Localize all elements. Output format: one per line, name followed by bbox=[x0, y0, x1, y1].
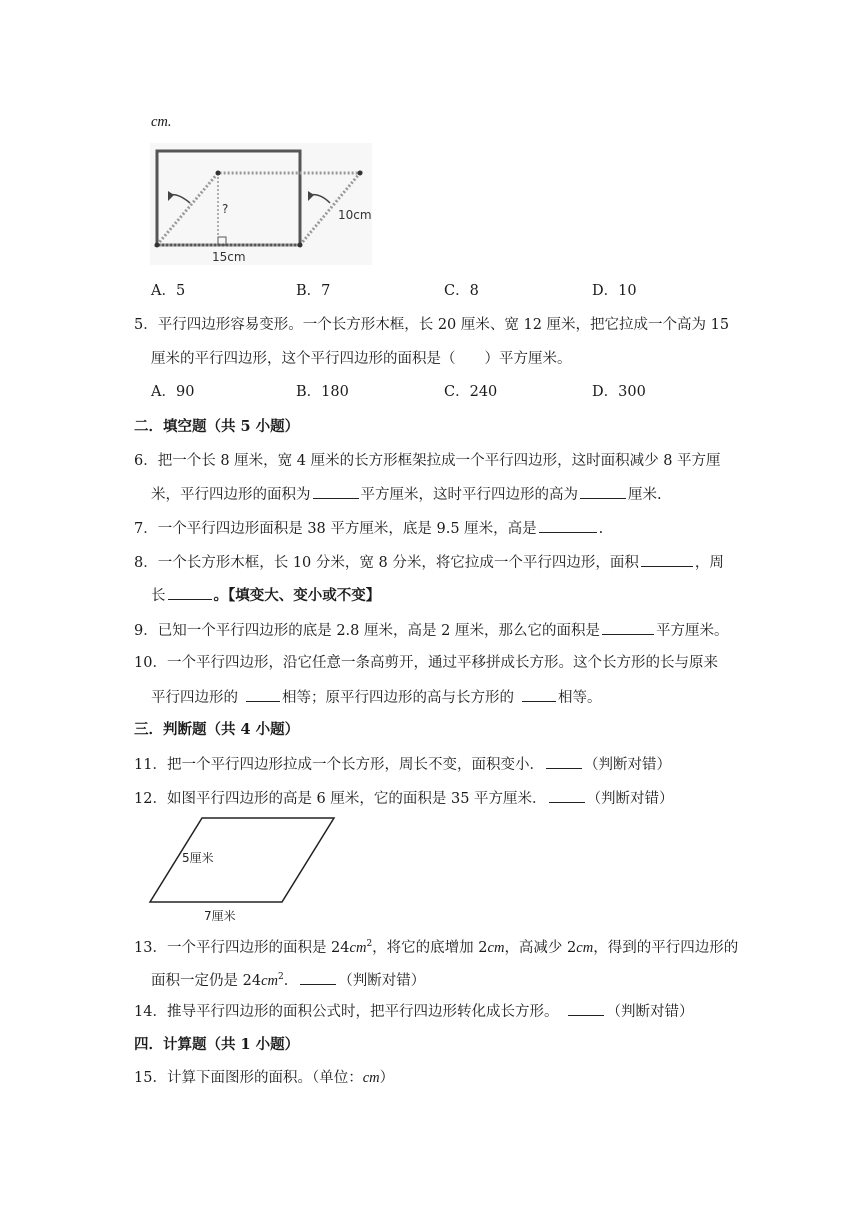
q14-line: 14．推导平行四边形的面积公式时，把平行四边形转化成长方形。 （判断对错） bbox=[134, 1001, 693, 1022]
q13-blank[interactable] bbox=[300, 970, 336, 985]
q4-option-c[interactable]: C．8 bbox=[444, 283, 479, 299]
q4-label-side: 10cm bbox=[338, 208, 372, 222]
q12-figure bbox=[146, 814, 338, 926]
q10-line2: 平行四边形的 相等；原平行四边形的高与长方形的 相等。 bbox=[151, 687, 602, 708]
q9-line: 9．已知一个平行四边形的底是 2.8 厘米，高是 2 厘米，那么它的面积是 平方厘米。 bbox=[134, 620, 728, 641]
q8-line2: 长 。【填变大、变小或不变】 bbox=[151, 587, 381, 604]
q5-option-c[interactable]: C．240 bbox=[444, 384, 498, 400]
section-heading-calculation: 四．计算题（共 1 小题） bbox=[134, 1036, 300, 1053]
q11-line: 11．把一个平行四边形拉成一个长方形，周长不变，面积变小． （判断对错） bbox=[134, 754, 671, 775]
q4-option-b[interactable]: B．7 bbox=[296, 283, 331, 299]
q4-label-base: 15cm bbox=[212, 250, 246, 264]
q12-line: 12．如图平行四边形的高是 6 厘米，它的面积是 35 平方厘米． （判断对错） bbox=[134, 788, 674, 809]
q10-blank-1[interactable] bbox=[246, 687, 280, 702]
q7-blank[interactable] bbox=[539, 518, 597, 533]
q15-line: 15．计算下面图形的面积。（单位：cm） bbox=[134, 1070, 395, 1086]
q5-option-b[interactable]: B．180 bbox=[296, 384, 349, 400]
q4-option-d[interactable]: D．10 bbox=[592, 283, 637, 299]
q12-parallelogram bbox=[150, 818, 334, 902]
q4-option-a[interactable]: A．5 bbox=[151, 283, 186, 299]
q7-line: 7．一个平行四边形面积是 38 平方厘米，底是 9.5 厘米，高是 . bbox=[134, 518, 603, 539]
q11-blank[interactable] bbox=[546, 754, 582, 769]
section-heading-fill-in: 二．填空题（共 5 小题） bbox=[134, 418, 300, 435]
q14-blank[interactable] bbox=[568, 1001, 604, 1016]
q13-line2: 面积一定仍是 $24cm^2$． （判断对错） bbox=[151, 967, 425, 991]
q5-option-a[interactable]: A．90 bbox=[151, 384, 195, 400]
q8-blank-2[interactable] bbox=[168, 585, 212, 600]
q5-option-d[interactable]: D．300 bbox=[592, 384, 646, 400]
q8-blank-1[interactable] bbox=[641, 552, 693, 567]
q9-blank[interactable] bbox=[602, 620, 654, 635]
q13-line1: 13．一个平行四边形的面积是 $24cm^2$，将它的底增加 2cm，高减少 2cm，得到的平行四边形的 bbox=[134, 939, 739, 956]
q6-line1: 6．把一个长 8 厘米，宽 4 厘米的长方形框架拉成一个平行四边形，这时面积减少 8 平方厘 bbox=[134, 453, 721, 469]
q4-label-height: ? bbox=[222, 202, 229, 216]
q12-label-side: 5厘米 bbox=[182, 851, 214, 865]
q12-label-base: 7厘米 bbox=[204, 909, 236, 923]
q10-line1: 10．一个平行四边形，沿它任意一条高剪开，通过平移拼成长方形。这个长方形的长与原来 bbox=[134, 655, 718, 671]
section-heading-true-false: 三．判断题（共 4 小题） bbox=[134, 721, 300, 738]
q6-blank-1[interactable] bbox=[313, 484, 359, 499]
q4-figure bbox=[150, 143, 372, 265]
q6-line2: 米，平行四边形的面积为 平方厘米，这时平行四边形的高为 厘米. bbox=[151, 484, 662, 505]
q5-line1: 5．平行四边形容易变形。一个长方形木框，长 20 厘米、宽 12 厘米，把它拉成一个高为 15 bbox=[134, 317, 730, 333]
q6-blank-2[interactable] bbox=[580, 484, 626, 499]
q10-blank-2[interactable] bbox=[522, 687, 556, 702]
q8-line1: 8．一个长方形木框，长 10 分米，宽 8 分米，将它拉成一个平行四边形，面积 ，周 bbox=[134, 552, 724, 573]
q4-unit-tail: cm. bbox=[151, 114, 172, 130]
q5-line2: 厘米的平行四边形，这个平行四边形的面积是（ ）平方厘米。 bbox=[151, 351, 572, 367]
q12-blank[interactable] bbox=[549, 788, 585, 803]
